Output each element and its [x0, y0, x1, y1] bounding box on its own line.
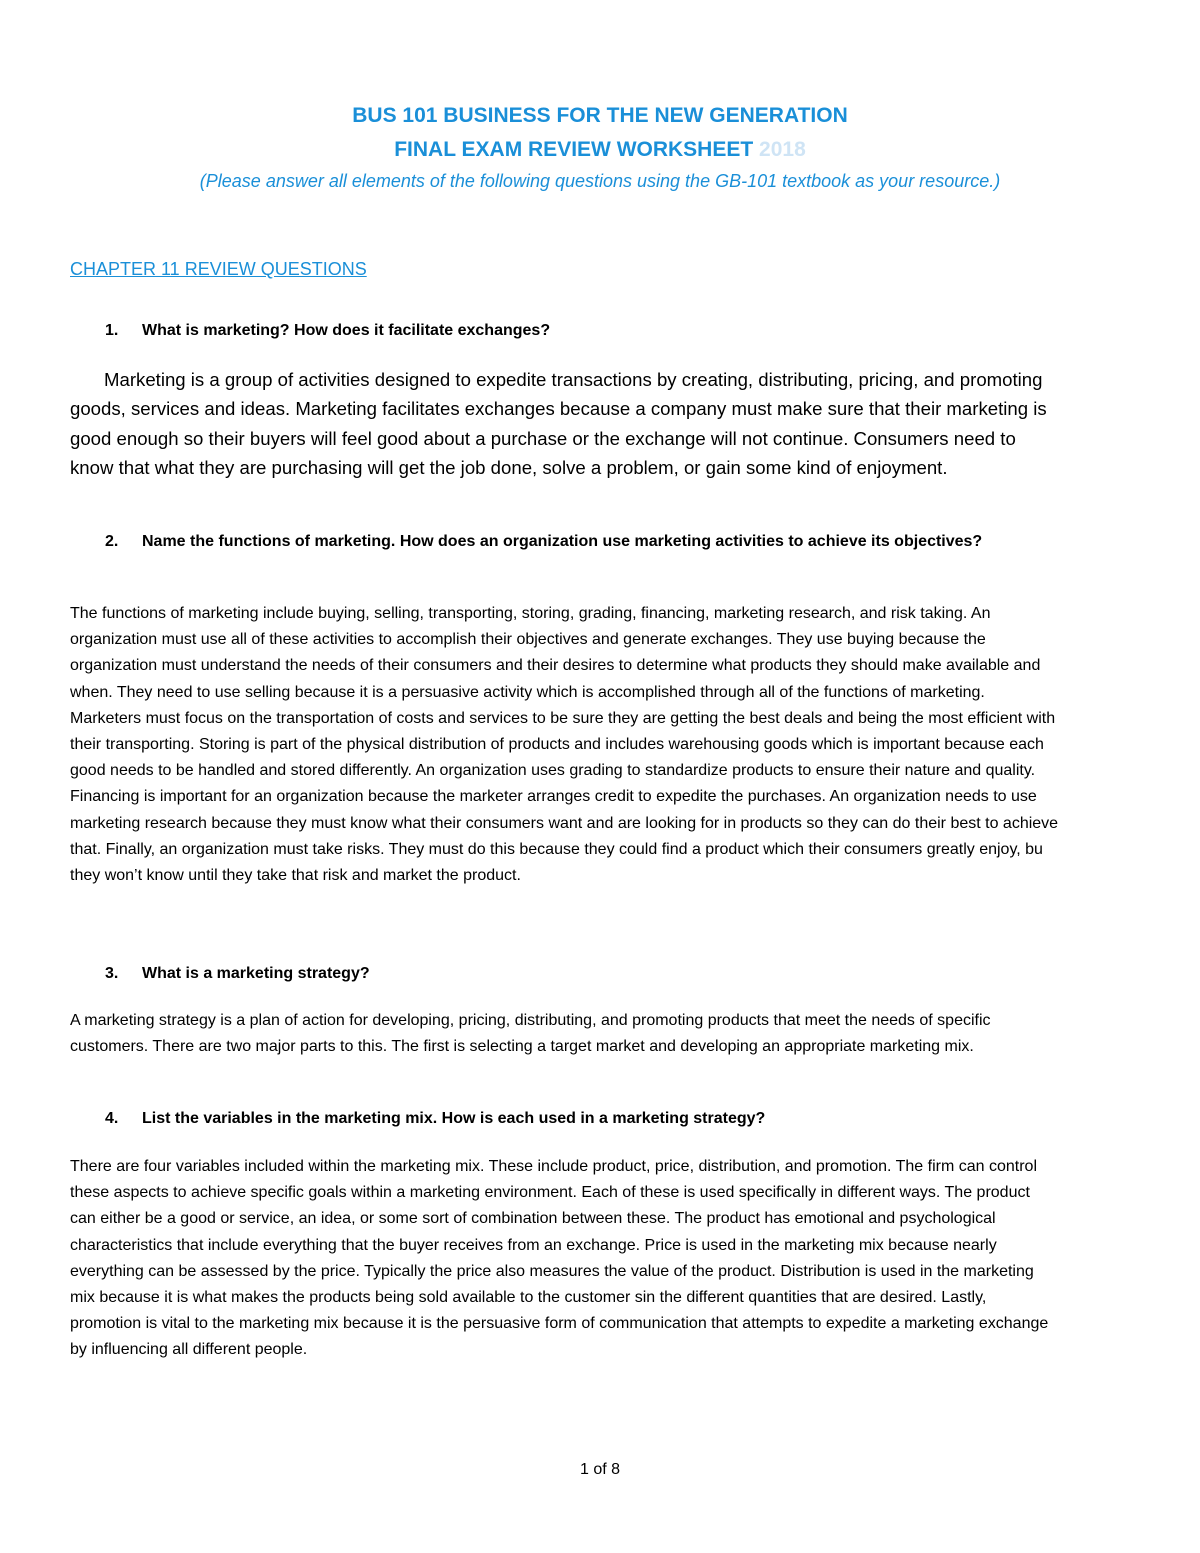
question-text: Name the functions of marketing. How does an organization use marketing activities to achieve its objectives?	[142, 533, 983, 550]
worksheet-title: FINAL EXAM REVIEW WORKSHEET	[394, 138, 754, 161]
answer-3: A marketing strategy is a plan of action for developing, pricing, distributing, and promoting products that meet the needs of specific customers. There are two major parts to this. The first is selecting a target market and developing an appropriate marketing mix.	[70, 1012, 991, 1056]
question-number: 1.	[105, 322, 119, 339]
document-subtitle-line	[0, 138, 1200, 162]
question-number: 2.	[105, 533, 119, 550]
question-number: 3.	[105, 965, 119, 982]
year-label: 2018	[759, 138, 806, 161]
answer-4: There are four variables included within the marketing mix. These include product, price, distribution, and promotion. The firm can control these aspects to achieve specific goals within a marketing environment. Each of these is used specifically in different ways. The product can either be a good or service, an idea, or some sort of combination between these. The product has emotional and psychological characteristics that include everything that the buyer receives from an exchange. Price is used in the marketing mix because nearly everything can be assessed by the price. Typically the price also measures the value of the product. Distribution is used in the marketing mix because it is what makes the products being sold available to the customer sin the different quantities that are desired. Lastly, promotion is vital to the marketing mix because it is the persuasive form of communication that attempts to expedite a marketing exchange by influencing all different people.	[70, 1158, 1049, 1359]
answer-1: Marketing is a group of activities designed to expedite transactions by creating, distributing, pricing, and promoting goods, services and ideas. Marketing facilitates exchanges because a company must make sure that their marketing is good enough so their buyers will feel good about a purchase or the exchange will not continue. Consumers need to know that what they are purchasing will get the job done, solve a problem, or gain some kind of enjoyment.	[70, 369, 1047, 479]
question-number: 4.	[105, 1110, 119, 1127]
question-text: What is a marketing strategy?	[142, 965, 370, 982]
instructions: (Please answer all elements of the following questions using the GB-101 textbook as your resource.)	[199, 171, 1001, 191]
question-1	[105, 318, 1025, 344]
question-text: What is marketing? How does it facilitate exchanges?	[142, 322, 551, 339]
question-2	[105, 529, 1025, 555]
question-text: List the variables in the marketing mix. How is each used in a marketing strategy?	[142, 1110, 766, 1127]
answer-2: The functions of marketing include buying, selling, transporting, storing, grading, financing, marketing research, and risk taking. An organization must use all of these activities to accomplish their objectives and generate exchanges. They use buying because the organization must understand the needs of their consumers and their desires to determine what products they should make available and when. They need to use selling because it is a persuasive activity which is accomplished through all of the functions of marketing. Marketers must focus on the transportation of costs and services to be sure they are getting the best deals and being the most efficient with their transporting. Storing is part of the physical distribution of products and includes warehousing goods which is important because each good needs to be handled and stored differently. An organization uses grading to standardize products to ensure their nature and quality. Financing is important for an organization because the marketer arranges credit to expedite the purchases. An organization needs to use marketing research because they must know what their consumers want and are looking for in products so they can do their best to achieve that. Finally, an organization must take risks. They must do this because they could find a product which their consumers greatly enjoy, bu they won’t know until they take that risk and market the product.	[70, 605, 1059, 885]
chapter-heading[interactable]: CHAPTER 11 REVIEW QUESTIONS	[70, 259, 367, 279]
document-title: BUS 101 BUSINESS FOR THE NEW GENERATION	[352, 104, 848, 127]
question-3	[105, 961, 1025, 987]
page-number: 1 of 8	[579, 1461, 621, 1478]
question-4	[105, 1106, 1025, 1132]
